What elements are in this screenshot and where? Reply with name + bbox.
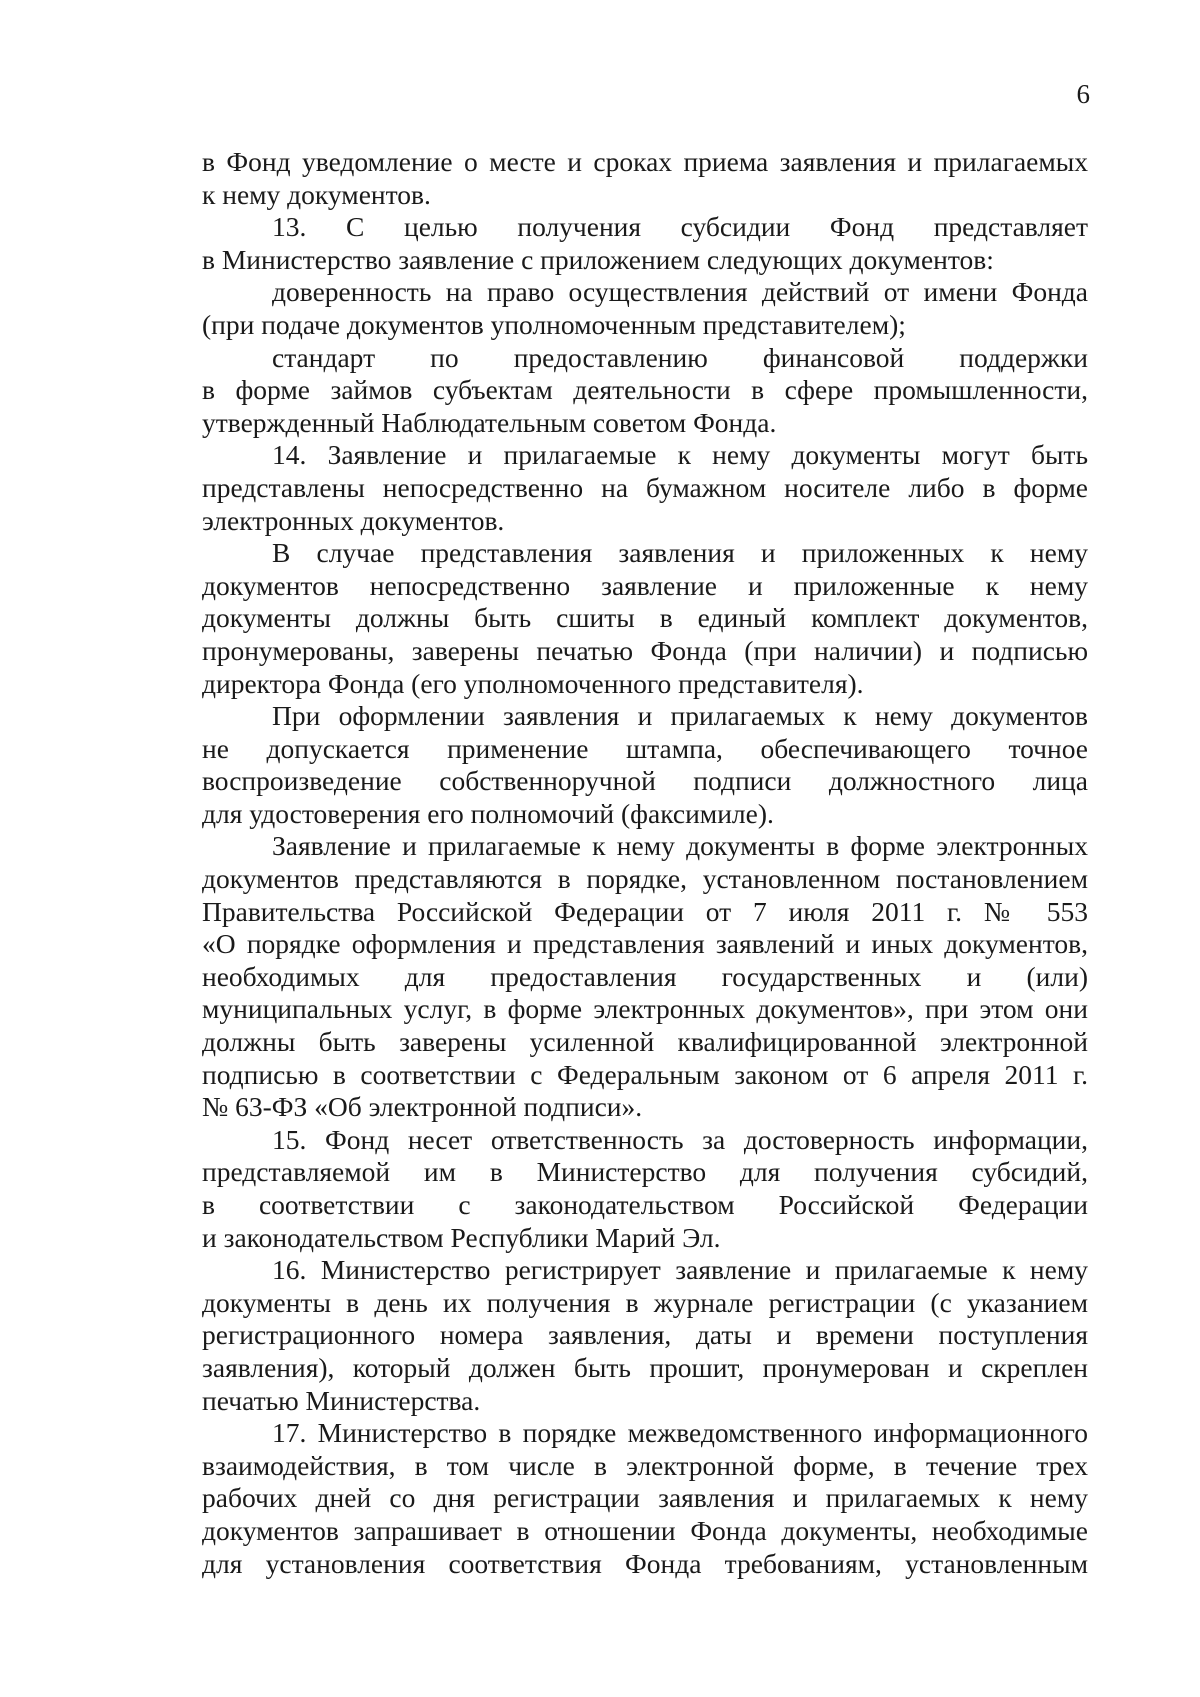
text-line: печатью Министерства. bbox=[202, 1384, 481, 1416]
text-line: При оформлении заявления и прилагаемых к нему документов bbox=[272, 700, 1088, 732]
text-line: представлены непосредственно на бумажном носителе либо в форме bbox=[202, 471, 1088, 503]
text-line: регистрационного номера заявления, даты и времени поступления bbox=[202, 1319, 1088, 1351]
paragraph bbox=[202, 1124, 1088, 1254]
text-line: в соответствии с законодательством Российской Федерации bbox=[202, 1189, 1088, 1220]
paragraph bbox=[202, 830, 1088, 1123]
text-line: не допускается применение штампа, обеспечивающего точное bbox=[202, 732, 1088, 764]
text-line: 13. С целью получения субсидии Фонд представляет bbox=[272, 211, 1088, 243]
text-line: заявления), который должен быть прошит, пронумерован и скреплен bbox=[202, 1351, 1088, 1383]
text-line: (при подаче документов уполномоченным представителем); bbox=[202, 308, 906, 340]
paragraph bbox=[202, 146, 1088, 211]
text-line: в форме займов субъектам деятельности в сфере промышленности, bbox=[202, 374, 1088, 406]
text-line: пронумерованы, заверены печатью Фонда (при наличии) и подписью bbox=[202, 634, 1088, 666]
text-line: «О порядке оформления и представления заявлений и иных документов, bbox=[202, 928, 1088, 960]
text-line: В случае представления заявления и приложенных к нему bbox=[272, 537, 1088, 569]
text-line: доверенность на право осуществления действий от имени Фонда bbox=[272, 276, 1088, 308]
paragraph bbox=[202, 211, 1088, 276]
text-line: взаимодействия, в том числе в электронной форме, в течение трех bbox=[202, 1449, 1088, 1481]
text-line: Заявление и прилагаемые к нему документы в форме электронных bbox=[272, 830, 1088, 862]
text-line: № 63-ФЗ «Об электронной подписи». bbox=[202, 1091, 643, 1123]
text-line: к нему документов. bbox=[202, 178, 431, 210]
text-line: в Фонд уведомление о месте и сроках приема заявления и прилагаемых bbox=[202, 146, 1088, 177]
text-line: муниципальных услуг, в форме электронных документов», при этом они bbox=[202, 993, 1088, 1025]
text-line: в Министерство заявление с приложением следующих документов: bbox=[202, 243, 994, 275]
text-line: стандарт по предоставлению финансовой поддержки bbox=[272, 341, 1088, 373]
text-line: должны быть заверены усиленной квалифицированной электронной bbox=[202, 1026, 1088, 1058]
text-line: 16. Министерство регистрирует заявление и прилагаемые к нему bbox=[272, 1254, 1088, 1286]
text-line: для установления соответствия Фонда требованиям, установленным bbox=[202, 1547, 1088, 1579]
text-line: представляемой им в Министерство для получения субсидий, bbox=[202, 1156, 1088, 1188]
text-line: электронных документов. bbox=[202, 504, 505, 536]
text-line: подписью в соответствии с Федеральным законом от 6 апреля 2011 г. bbox=[202, 1058, 1088, 1090]
document-body bbox=[202, 146, 1088, 1580]
paragraph bbox=[202, 439, 1088, 537]
text-line: для удостоверения его полномочий (факсимиле). bbox=[202, 797, 774, 829]
text-line: документы должны быть сшиты в единый комплект документов, bbox=[202, 602, 1088, 634]
text-line: 14. Заявление и прилагаемые к нему документы могут быть bbox=[272, 439, 1088, 471]
text-line: документы в день их получения в журнале регистрации (с указанием bbox=[202, 1286, 1088, 1318]
page-number: 6 bbox=[1076, 79, 1090, 109]
text-line: и законодательством Республики Марий Эл. bbox=[202, 1221, 721, 1253]
text-line: рабочих дней со дня регистрации заявления и прилагаемых к нему bbox=[202, 1482, 1088, 1514]
paragraph bbox=[202, 1254, 1088, 1417]
text-line: 15. Фонд несет ответственность за достоверность информации, bbox=[272, 1123, 1088, 1155]
paragraph bbox=[202, 537, 1088, 700]
text-line: документов представляются в порядке, установленном постановлением bbox=[202, 863, 1088, 895]
text-line: Правительства Российской Федерации от 7 июля 2011 г. № 553 bbox=[202, 895, 1088, 927]
text-line: документов запрашивает в отношении Фонда документы, необходимые bbox=[202, 1514, 1088, 1546]
paragraph bbox=[202, 700, 1088, 830]
paragraph bbox=[202, 1417, 1088, 1580]
text-line: 17. Министерство в порядке межведомственного информационного bbox=[272, 1417, 1088, 1449]
paragraph bbox=[202, 342, 1088, 440]
text-line: необходимых для предоставления государственных и (или) bbox=[202, 960, 1088, 992]
text-line: документов непосредственно заявление и приложенные к нему bbox=[202, 569, 1088, 601]
text-line: утвержденный Наблюдательным советом Фонда. bbox=[202, 406, 777, 438]
paragraph bbox=[202, 276, 1088, 341]
text-line: воспроизведение собственноручной подписи должностного лица bbox=[202, 765, 1088, 797]
text-line: директора Фонда (его уполномоченного представителя). bbox=[202, 667, 864, 699]
